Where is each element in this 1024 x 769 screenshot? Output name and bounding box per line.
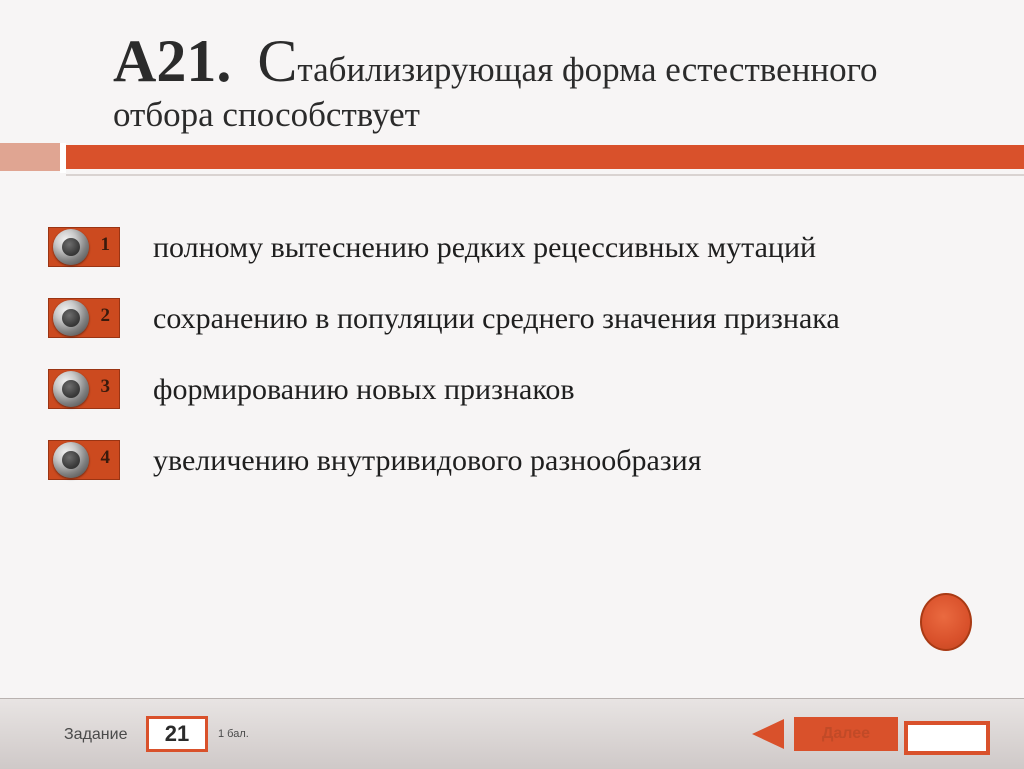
- answer-option-1[interactable]: [0, 222, 1024, 272]
- option-text[interactable]: увеличению внутривидового разнообразия: [153, 444, 702, 477]
- end-button[interactable]: [904, 721, 990, 755]
- option-number: 4: [100, 447, 110, 468]
- answer-option-3[interactable]: [0, 364, 1024, 414]
- option-text[interactable]: сохранению в популяции среднего значения признака: [153, 302, 840, 335]
- radio-button-icon[interactable]: [53, 229, 89, 265]
- option-number: 1: [100, 234, 110, 255]
- radio-button-icon[interactable]: [53, 442, 89, 478]
- question-text-line2: отбора способствует: [113, 95, 420, 134]
- title-rule-left-block: [0, 143, 60, 171]
- option-text[interactable]: формированию новых признаков: [153, 373, 575, 406]
- title-rule-bar: [66, 145, 1024, 169]
- question-number: А21.: [113, 28, 232, 94]
- prev-arrow-icon[interactable]: [752, 719, 784, 749]
- task-label: Задание: [64, 726, 128, 743]
- radio-button-icon[interactable]: [53, 300, 89, 336]
- option-text[interactable]: полному вытеснению редких рецессивных мутаций: [153, 231, 817, 264]
- next-button[interactable]: Далее: [794, 717, 898, 751]
- option-number: 3: [100, 376, 110, 397]
- task-number-box: [146, 716, 208, 752]
- option-number: 2: [100, 305, 110, 326]
- round-action-button[interactable]: [920, 593, 972, 651]
- score-text: 1 бал.: [218, 728, 249, 740]
- task-number: 21: [149, 719, 205, 749]
- answer-option-4[interactable]: [0, 435, 1024, 485]
- answer-option-2[interactable]: [0, 293, 1024, 343]
- question-text-line1: табилизирующая форма естественного: [297, 50, 878, 89]
- footer-bar: [0, 698, 1024, 769]
- question-title: [113, 30, 1003, 134]
- question-first-letter: С: [257, 28, 298, 94]
- title-rule-thin-line: [66, 174, 1024, 176]
- radio-button-icon[interactable]: [53, 371, 89, 407]
